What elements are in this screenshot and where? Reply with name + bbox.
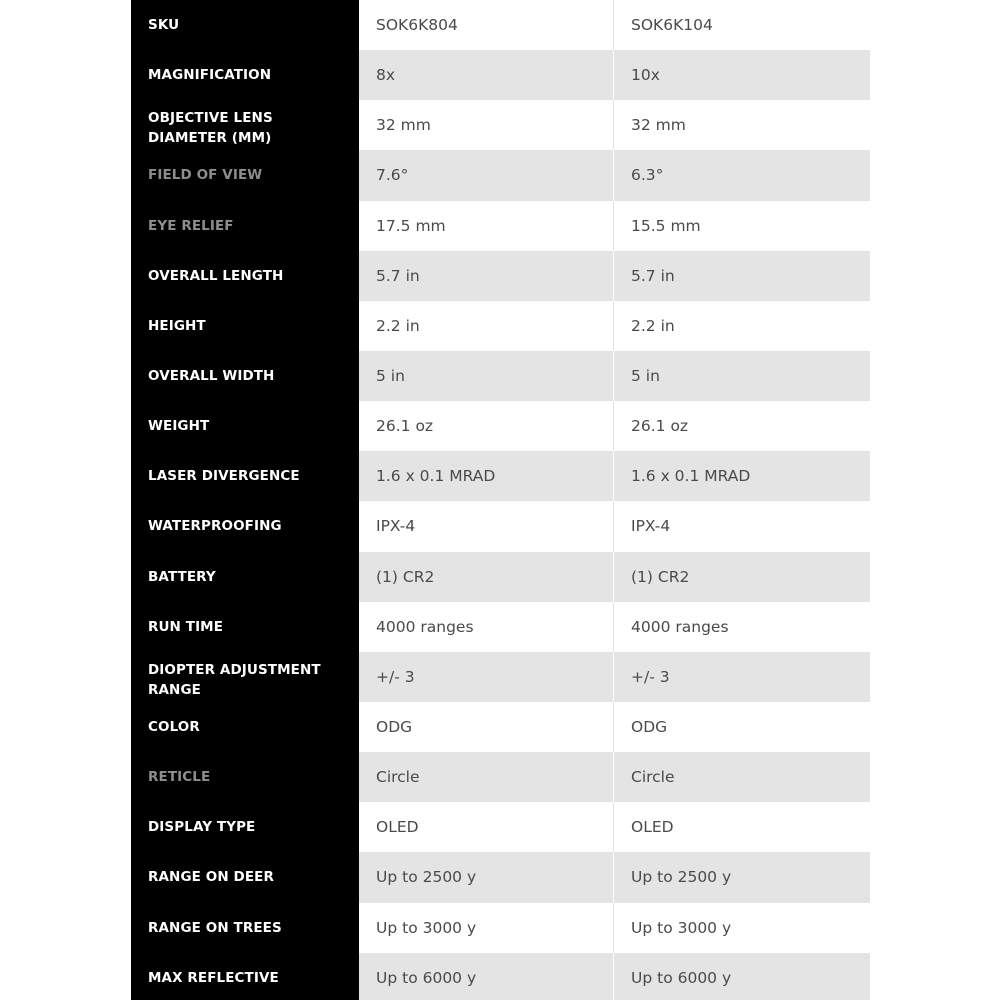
spec-value-model-1: SOK6K804	[359, 0, 614, 50]
spec-row-overall-length	[131, 251, 870, 301]
spec-value-model-2: 15.5 mm	[614, 201, 870, 251]
spec-value-model-2: ODG	[614, 702, 870, 752]
spec-value-model-1: 4000 ranges	[359, 602, 614, 652]
spec-value-model-2: 1.6 x 0.1 MRAD	[614, 451, 870, 501]
spec-row-color	[131, 702, 870, 752]
spec-row-reticle	[131, 752, 870, 802]
spec-table	[131, 0, 870, 1000]
spec-value-model-2: OLED	[614, 802, 870, 852]
spec-label: OBJECTIVE LENS DIAMETER (MM)	[131, 100, 359, 150]
spec-value-model-1: Up to 6000 y	[359, 953, 614, 1000]
spec-value-model-1: Up to 2500 y	[359, 852, 614, 902]
spec-value-model-2: 2.2 in	[614, 301, 870, 351]
spec-row-objective-lens-diameter	[131, 100, 870, 150]
spec-value-model-1: +/- 3	[359, 652, 614, 702]
spec-label: WEIGHT	[131, 401, 359, 451]
spec-value-model-2: 10x	[614, 50, 870, 100]
spec-label: OVERALL LENGTH	[131, 251, 359, 301]
spec-row-run-time	[131, 602, 870, 652]
spec-value-model-1: 5 in	[359, 351, 614, 401]
spec-value-model-2: 4000 ranges	[614, 602, 870, 652]
spec-row-waterproofing	[131, 501, 870, 551]
spec-row-magnification	[131, 50, 870, 100]
spec-label: RANGE ON TREES	[131, 903, 359, 953]
spec-row-laser-divergence	[131, 451, 870, 501]
spec-label: HEIGHT	[131, 301, 359, 351]
spec-label: OVERALL WIDTH	[131, 351, 359, 401]
spec-label: DIOPTER ADJUSTMENT RANGE	[131, 652, 359, 702]
spec-row-diopter-adjustment-range	[131, 652, 870, 702]
spec-label: BATTERY	[131, 552, 359, 602]
spec-value-model-2: 5 in	[614, 351, 870, 401]
spec-value-model-2: +/- 3	[614, 652, 870, 702]
spec-value-model-2: (1) CR2	[614, 552, 870, 602]
spec-value-model-1: Up to 3000 y	[359, 903, 614, 953]
spec-value-model-2: 6.3°	[614, 150, 870, 200]
spec-label: MAX REFLECTIVE	[131, 953, 359, 1000]
spec-label: RUN TIME	[131, 602, 359, 652]
spec-value-model-1: 5.7 in	[359, 251, 614, 301]
spec-row-battery	[131, 552, 870, 602]
spec-value-model-1: Circle	[359, 752, 614, 802]
spec-value-model-2: SOK6K104	[614, 0, 870, 50]
spec-value-model-2: Circle	[614, 752, 870, 802]
spec-value-model-2: 26.1 oz	[614, 401, 870, 451]
spec-row-range-on-deer	[131, 852, 870, 902]
spec-label: SKU	[131, 0, 359, 50]
spec-row-overall-width	[131, 351, 870, 401]
spec-label: RANGE ON DEER	[131, 852, 359, 902]
spec-row-range-on-trees	[131, 903, 870, 953]
spec-row-sku	[131, 0, 870, 50]
spec-label: COLOR	[131, 702, 359, 752]
spec-value-model-1: 7.6°	[359, 150, 614, 200]
spec-row-height	[131, 301, 870, 351]
spec-value-model-2: 5.7 in	[614, 251, 870, 301]
spec-value-model-2: Up to 2500 y	[614, 852, 870, 902]
spec-label: WATERPROOFING	[131, 501, 359, 551]
spec-value-model-2: Up to 6000 y	[614, 953, 870, 1000]
spec-value-model-1: 32 mm	[359, 100, 614, 150]
spec-label: DISPLAY TYPE	[131, 802, 359, 852]
spec-label: FIELD OF VIEW	[131, 150, 359, 200]
spec-label: RETICLE	[131, 752, 359, 802]
spec-value-model-1: 17.5 mm	[359, 201, 614, 251]
spec-value-model-2: IPX-4	[614, 501, 870, 551]
spec-value-model-1: 26.1 oz	[359, 401, 614, 451]
spec-row-weight	[131, 401, 870, 451]
spec-value-model-1: IPX-4	[359, 501, 614, 551]
spec-value-model-1: OLED	[359, 802, 614, 852]
spec-row-eye-relief	[131, 201, 870, 251]
spec-value-model-1: (1) CR2	[359, 552, 614, 602]
spec-row-max-reflective	[131, 953, 870, 1000]
spec-row-field-of-view	[131, 150, 870, 200]
spec-value-model-1: ODG	[359, 702, 614, 752]
spec-label: MAGNIFICATION	[131, 50, 359, 100]
spec-row-display-type	[131, 802, 870, 852]
spec-value-model-2: Up to 3000 y	[614, 903, 870, 953]
spec-label: LASER DIVERGENCE	[131, 451, 359, 501]
spec-label: EYE RELIEF	[131, 201, 359, 251]
spec-value-model-1: 2.2 in	[359, 301, 614, 351]
spec-value-model-2: 32 mm	[614, 100, 870, 150]
spec-value-model-1: 1.6 x 0.1 MRAD	[359, 451, 614, 501]
spec-value-model-1: 8x	[359, 50, 614, 100]
